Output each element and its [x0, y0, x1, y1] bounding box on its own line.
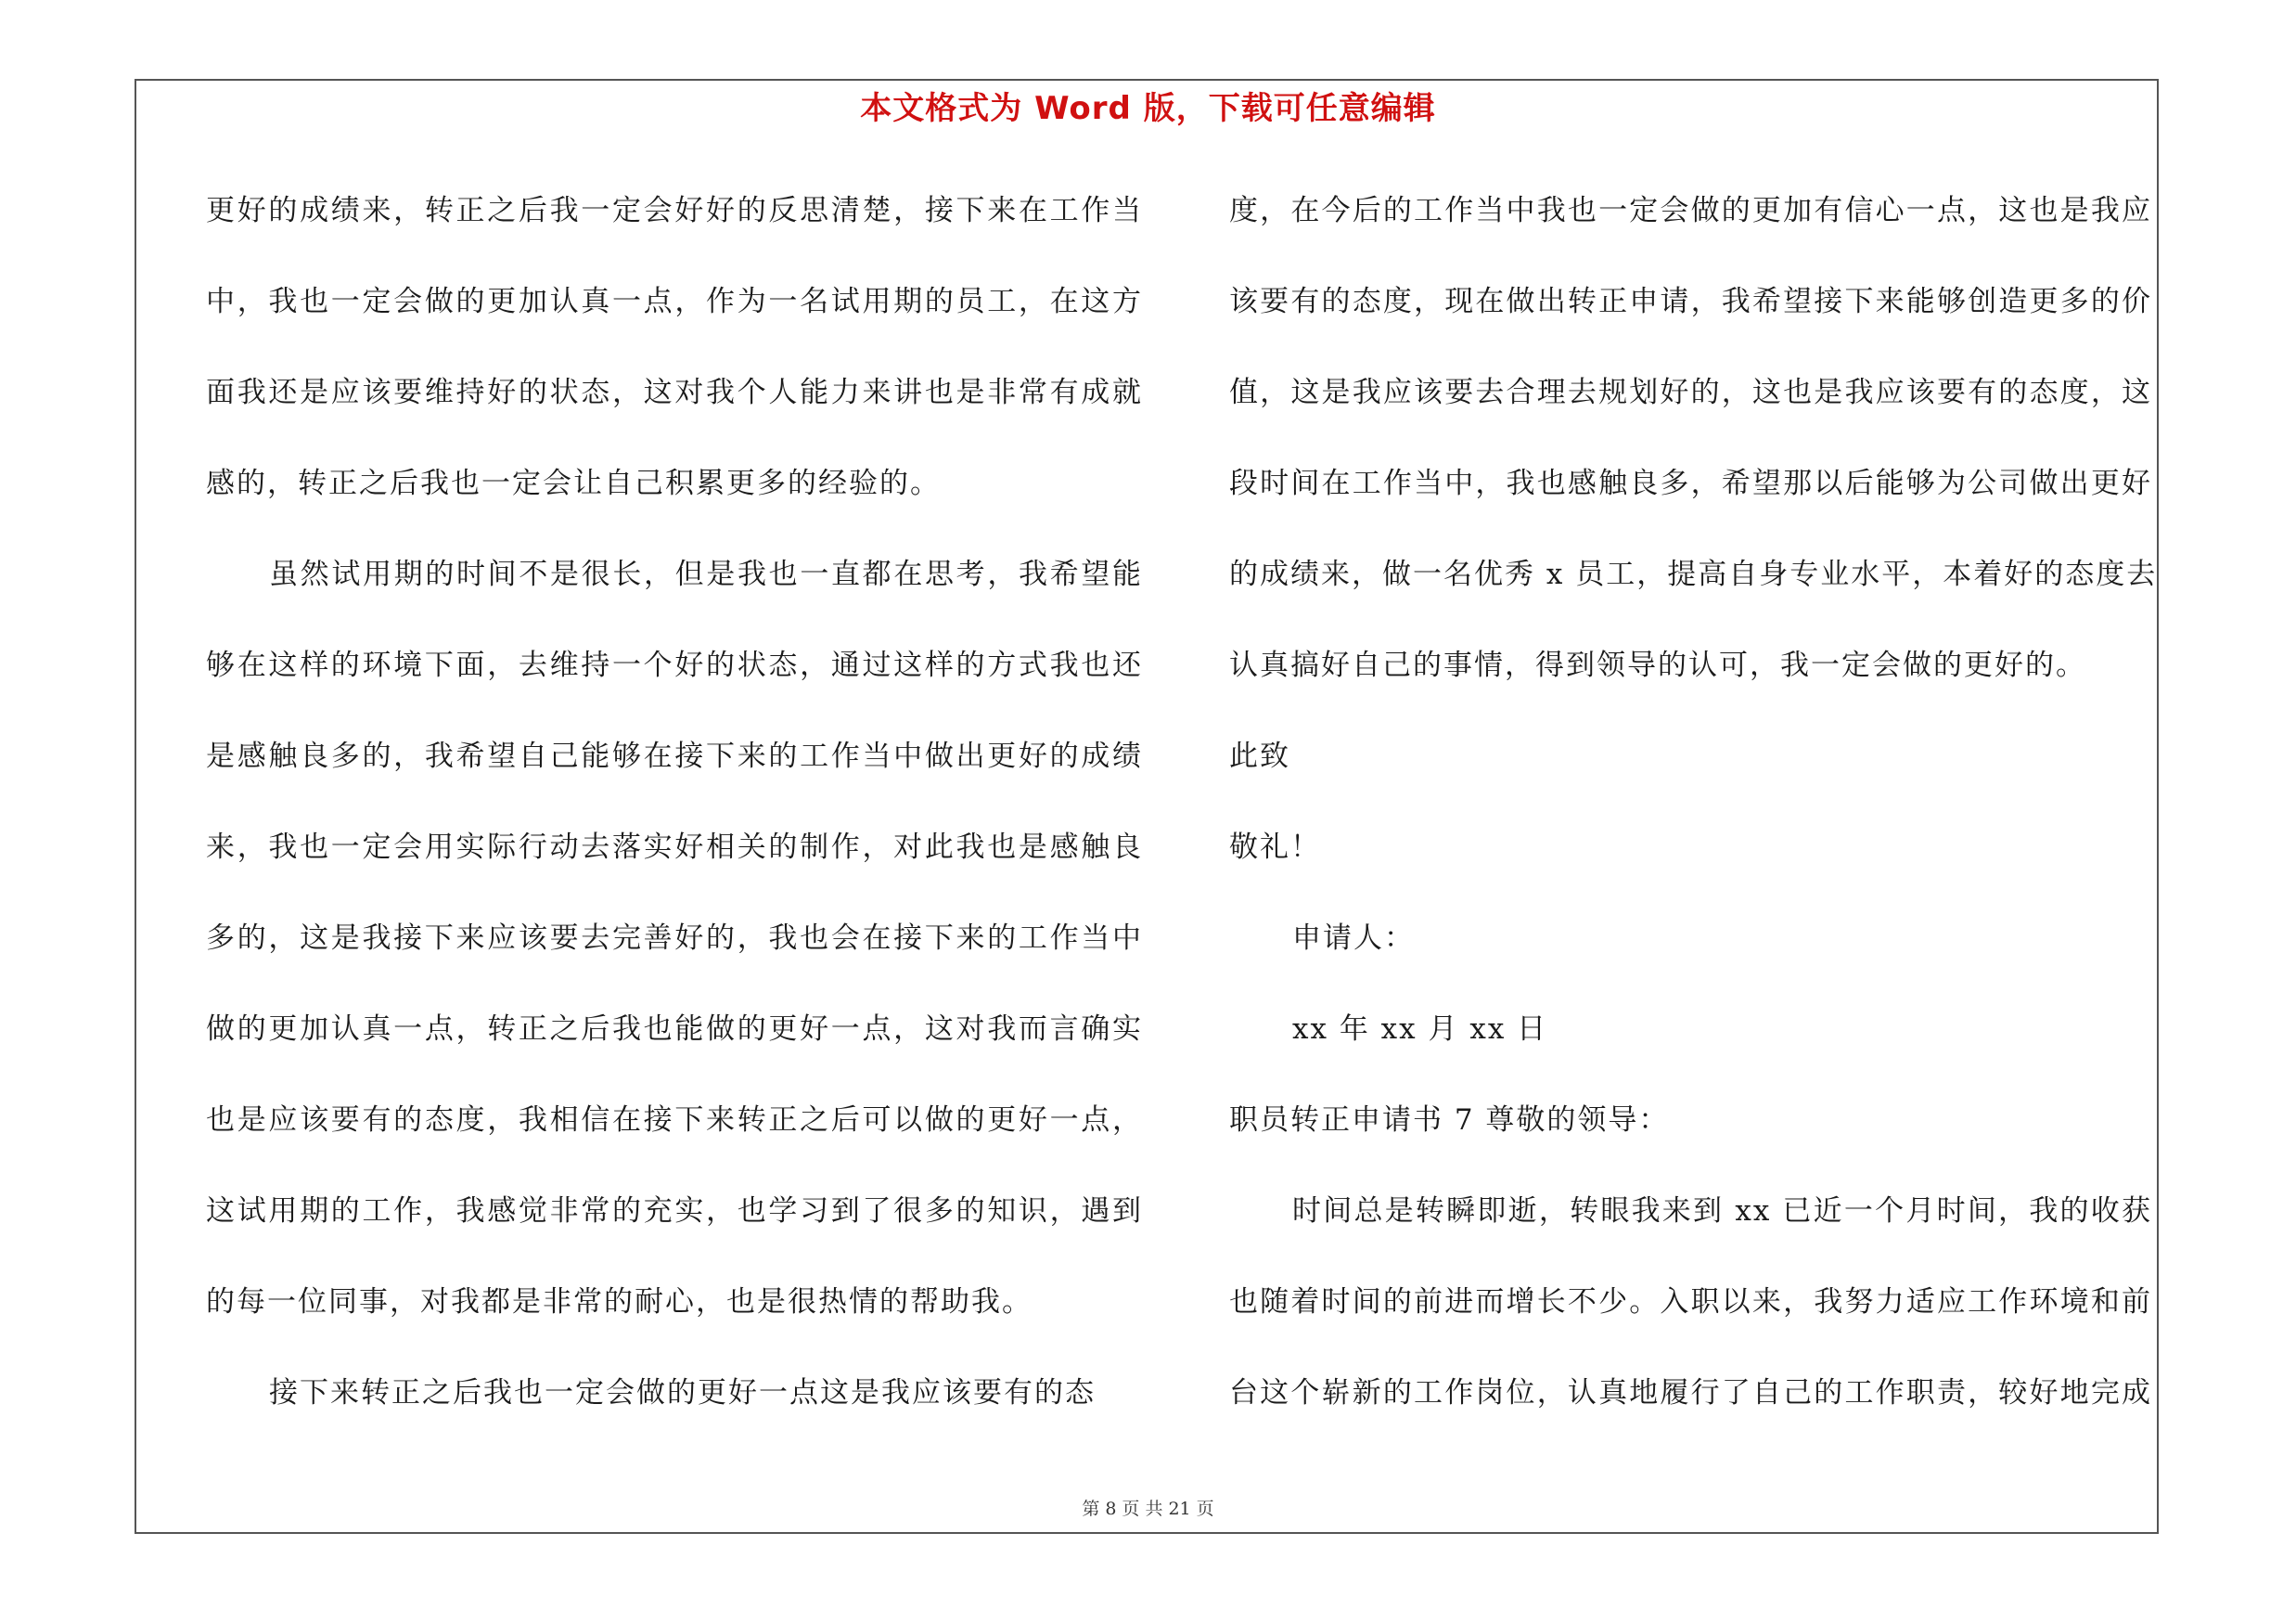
- page-mid: 页 共: [1122, 1499, 1163, 1519]
- paragraph-line: 也是应该要有的态度，我相信在接下来转正之后可以做的更好一点，: [206, 1103, 1143, 1137]
- paragraph-line: 来，我也一定会用实际行动去落实好相关的制作，对此我也是感触良: [206, 831, 1143, 864]
- page-total: 21: [1168, 1499, 1191, 1519]
- page-number: 8: [1105, 1499, 1117, 1519]
- paragraph-line: 值，这是我应该要去合理去规划好的，这也是我应该要有的态度，这: [1229, 376, 2152, 409]
- paragraph-line: 的成绩来，做一名优秀 x 员工，提高自身专业水平，本着好的态度去: [1229, 558, 2158, 591]
- page-prefix: 第: [1082, 1499, 1100, 1519]
- page-footer: [0, 1498, 2296, 1520]
- right-column: [1229, 182, 2158, 1455]
- paragraph-line: 的每一位同事，对我都是非常的耐心，也是很热情的帮助我。: [206, 1285, 1033, 1319]
- paragraph-line: 虽然试用期的时间不是很长，但是我也一直都在思考，我希望能: [269, 558, 1143, 591]
- date-line: xx 年 xx 月 xx 日: [1292, 1012, 1548, 1046]
- closing-respect: 敬礼！: [1229, 831, 1321, 864]
- page-suffix: 页: [1196, 1499, 1214, 1519]
- paragraph-line: 中，我也一定会做的更加认真一点，作为一名试用期的员工，在这方: [206, 285, 1143, 318]
- paragraph-line: 该要有的态度，现在做出转正申请，我希望接下来能够创造更多的价: [1229, 285, 2152, 318]
- applicant-label: 申请人：: [1292, 921, 1415, 955]
- paragraph-line: 也随着时间的前进而增长不少。入职以来，我努力适应工作环境和前: [1229, 1285, 2152, 1319]
- paragraph-line: 认真搞好自己的事情，得到领导的认可，我一定会做的更好的。: [1229, 649, 2086, 682]
- paragraph-line: 感的，转正之后我也一定会让自己积累更多的经验的。: [206, 467, 941, 500]
- section-heading: 职员转正申请书 7 尊敬的领导：: [1229, 1103, 1670, 1137]
- paragraph-line: 做的更加认真一点，转正之后我也能做的更好一点，这对我而言确实: [206, 1012, 1143, 1046]
- paragraph-line: 是感触良多的，我希望自己能够在接下来的工作当中做出更好的成绩: [206, 740, 1143, 773]
- paragraph-line: 这试用期的工作，我感觉非常的充实，也学习到了很多的知识，遇到: [206, 1194, 1143, 1228]
- left-column: [206, 182, 1143, 1455]
- closing-salutation: 此致: [1229, 740, 1290, 773]
- paragraph-line: 多的，这是我接下来应该要去完善好的，我也会在接下来的工作当中: [206, 921, 1143, 955]
- paragraph-line: 更好的成绩来，转正之后我一定会好好的反思清楚，接下来在工作当: [206, 194, 1143, 227]
- paragraph-line: 面我还是应该要维持好的状态，这对我个人能力来讲也是非常有成就: [206, 376, 1143, 409]
- paragraph-line: 台这个崭新的工作岗位，认真地履行了自己的工作职责，较好地完成: [1229, 1376, 2152, 1410]
- paragraph-line: 时间总是转瞬即逝，转眼我来到 xx 已近一个月时间，我的收获: [1292, 1194, 2152, 1228]
- paragraph-line: 度，在今后的工作当中我也一定会做的更加有信心一点，这也是我应: [1229, 194, 2152, 227]
- format-banner: 本文格式为 Word 版，下载可任意编辑: [860, 90, 1436, 127]
- paragraph-line: 段时间在工作当中，我也感触良多，希望那以后能够为公司做出更好: [1229, 467, 2152, 500]
- paragraph-line: 够在这样的环境下面，去维持一个好的状态，通过这样的方式我也还: [206, 649, 1143, 682]
- paragraph-line: 接下来转正之后我也一定会做的更好一点这是我应该要有的态: [269, 1376, 1096, 1410]
